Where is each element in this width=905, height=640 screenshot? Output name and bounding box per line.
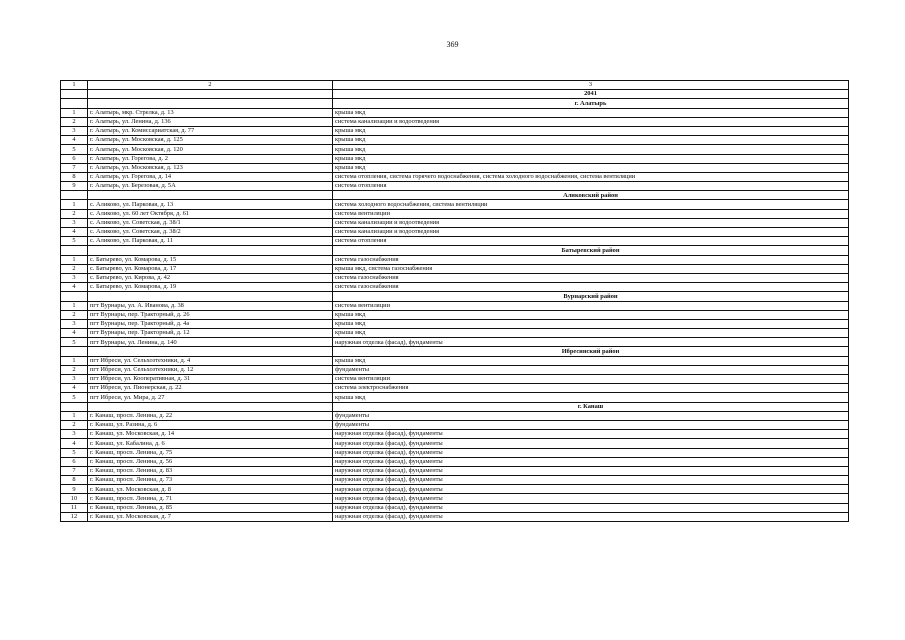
row-work-type: система электроснабжения (333, 384, 849, 393)
table-row (61, 329, 849, 338)
section-title: Батыревский район (333, 246, 849, 255)
row-number: 9 (61, 485, 88, 494)
row-work-type: наружная отделка (фасад), фундаменты (333, 448, 849, 457)
table-row (61, 430, 849, 439)
row-number: 10 (61, 494, 88, 503)
row-work-type: система отопления (333, 237, 849, 246)
row-work-type: крыша мкд (333, 136, 849, 145)
row-address: пгт Вурнары, ул. А. Иванова, д. 38 (88, 301, 333, 310)
row-address: с. Батырево, ул. Комарова, д. 19 (88, 283, 333, 292)
row-address: г. Канаш, ул. Разина, д. 6 (88, 420, 333, 429)
table-row (61, 457, 849, 466)
row-work-type: крыша мкд (333, 154, 849, 163)
row-work-type: наружная отделка (фасад), фундаменты (333, 503, 849, 512)
row-number: 1 (61, 255, 88, 264)
row-work-type: фундаменты (333, 411, 849, 420)
section-spacer (61, 191, 88, 200)
column-number-row (61, 81, 849, 90)
table-row (61, 384, 849, 393)
column-number-3: 3 (333, 81, 849, 90)
row-address: г. Алатырь, ул. Московская, д. 123 (88, 163, 333, 172)
row-number: 5 (61, 338, 88, 347)
table-row (61, 310, 849, 319)
row-work-type: система газоснабжения (333, 255, 849, 264)
row-number: 3 (61, 126, 88, 135)
table-row (61, 264, 849, 273)
row-work-type: крыша мкд (333, 356, 849, 365)
row-work-type: крыша мкд (333, 108, 849, 117)
row-number: 1 (61, 356, 88, 365)
table-row (61, 126, 849, 135)
table-row (61, 145, 849, 154)
table-row (61, 273, 849, 282)
section-spacer (61, 347, 88, 356)
table-row (61, 182, 849, 191)
row-address: г. Алатырь, ул. Горегова, д. 2 (88, 154, 333, 163)
row-number: 6 (61, 457, 88, 466)
table-row (61, 283, 849, 292)
table-row (61, 172, 849, 181)
row-work-type: система канализации и водоотведения (333, 117, 849, 126)
section-header-row (61, 347, 849, 356)
repair-schedule-table (60, 80, 849, 522)
row-work-type: система отопления (333, 182, 849, 191)
section-spacer (88, 191, 333, 200)
section-header-row (61, 99, 849, 108)
row-work-type: крыша мкд, система газоснабжения (333, 264, 849, 273)
row-address: с. Аликово, ул. Парковая, д. 13 (88, 200, 333, 209)
row-address: г. Алатырь, ул. Ленина, д. 136 (88, 117, 333, 126)
table-row (61, 356, 849, 365)
row-work-type: система газоснабжения (333, 273, 849, 282)
row-work-type: система канализации и водоотведения (333, 228, 849, 237)
table-row (61, 338, 849, 347)
table-row (61, 209, 849, 218)
row-number: 2 (61, 264, 88, 273)
table-row (61, 237, 849, 246)
row-number: 3 (61, 375, 88, 384)
row-number: 7 (61, 163, 88, 172)
row-address: г. Канаш, просп. Ленина, д. 56 (88, 457, 333, 466)
table-row (61, 163, 849, 172)
row-number: 1 (61, 301, 88, 310)
row-work-type: фундаменты (333, 365, 849, 374)
table-row (61, 365, 849, 374)
row-number: 3 (61, 218, 88, 227)
row-work-type: система вентиляции (333, 209, 849, 218)
row-address: г. Канаш, просп. Ленина, д. 83 (88, 466, 333, 475)
row-number: 5 (61, 237, 88, 246)
row-number: 4 (61, 384, 88, 393)
row-number: 2 (61, 310, 88, 319)
row-address: г. Канаш, просп. Ленина, д. 22 (88, 411, 333, 420)
row-number: 1 (61, 411, 88, 420)
row-work-type: система вентиляции (333, 375, 849, 384)
row-work-type: наружная отделка (фасад), фундаменты (333, 485, 849, 494)
row-address: с. Аликово, ул. Парковая, д. 11 (88, 237, 333, 246)
row-address: с. Аликово, ул. 60 лет Октября, д. 61 (88, 209, 333, 218)
row-number: 2 (61, 365, 88, 374)
row-work-type: наружная отделка (фасад), фундаменты (333, 494, 849, 503)
row-work-type: система отопления, система горячего водоснабжения, система холодного водоснабжения, система вентиляции (333, 172, 849, 181)
section-spacer (88, 99, 333, 108)
table-row (61, 117, 849, 126)
table-row (61, 136, 849, 145)
section-spacer (88, 246, 333, 255)
column-number-2: 2 (88, 81, 333, 90)
row-work-type: крыша мкд (333, 163, 849, 172)
section-spacer (88, 292, 333, 301)
table-row (61, 200, 849, 209)
row-address: г. Алатырь, ул. Комиссариатская, д. 77 (88, 126, 333, 135)
section-title: Ибресинский район (333, 347, 849, 356)
table-row (61, 503, 849, 512)
row-address: пгт Ибреси, ул. Сельхозтехники, д. 4 (88, 356, 333, 365)
table-body (61, 81, 849, 522)
row-work-type: система канализации и водоотведения (333, 218, 849, 227)
row-work-type: крыша мкд (333, 393, 849, 402)
table-row (61, 218, 849, 227)
table-row (61, 301, 849, 310)
column-number-1: 1 (61, 81, 88, 90)
row-work-type: система вентиляции (333, 301, 849, 310)
row-address: г. Алатырь, ул. Московская, д. 120 (88, 145, 333, 154)
row-address: г. Алатырь, ул. Московская, д. 125 (88, 136, 333, 145)
row-work-type: крыша мкд (333, 319, 849, 328)
row-work-type: наружная отделка (фасад), фундаменты (333, 457, 849, 466)
year-spacer-2 (88, 90, 333, 99)
row-address: пгт Ибреси, ул. Сельхозтехники, д. 12 (88, 365, 333, 374)
section-header-row (61, 191, 849, 200)
row-number: 3 (61, 319, 88, 328)
row-address: с. Батырево, ул. Комарова, д. 17 (88, 264, 333, 273)
row-work-type: крыша мкд (333, 329, 849, 338)
row-work-type: система холодного водоснабжения, система вентиляции (333, 200, 849, 209)
row-work-type: крыша мкд (333, 126, 849, 135)
table-row (61, 411, 849, 420)
table-row (61, 228, 849, 237)
row-number: 2 (61, 420, 88, 429)
row-address: пгт Ибреси, ул. Мира, д. 27 (88, 393, 333, 402)
row-number: 2 (61, 209, 88, 218)
row-number: 7 (61, 466, 88, 475)
row-address: пгт Вурнары, пер. Тракторный, д. 26 (88, 310, 333, 319)
table-row (61, 485, 849, 494)
row-number: 6 (61, 154, 88, 163)
row-address: с. Батырево, ул. Кирова, д. 42 (88, 273, 333, 282)
row-address: г. Канаш, просп. Ленина, д. 85 (88, 503, 333, 512)
section-title: г. Канаш (333, 402, 849, 411)
section-header-row (61, 292, 849, 301)
section-title: г. Алатырь (333, 99, 849, 108)
section-spacer (61, 402, 88, 411)
row-work-type: наружная отделка (фасад), фундаменты (333, 338, 849, 347)
table-row (61, 466, 849, 475)
row-number: 4 (61, 228, 88, 237)
row-address: пгт Вурнары, пер. Тракторный, д. 12 (88, 329, 333, 338)
year-row (61, 90, 849, 99)
table-row (61, 476, 849, 485)
row-number: 12 (61, 512, 88, 521)
row-work-type: крыша мкд (333, 310, 849, 319)
table-row (61, 494, 849, 503)
table-row (61, 108, 849, 117)
row-address: с. Аликово, ул. Советская, д. 38/2 (88, 228, 333, 237)
row-number: 9 (61, 182, 88, 191)
row-address: с. Батырево, ул. Комарова, д. 15 (88, 255, 333, 264)
row-number: 1 (61, 108, 88, 117)
section-spacer (61, 246, 88, 255)
row-work-type: фундаменты (333, 420, 849, 429)
row-work-type: крыша мкд (333, 145, 849, 154)
row-address: г. Алатырь, ул. Горегова, д. 14 (88, 172, 333, 181)
row-number: 8 (61, 172, 88, 181)
row-address: г. Канаш, просп. Ленина, д. 73 (88, 476, 333, 485)
section-title: Вурнарский район (333, 292, 849, 301)
row-number: 5 (61, 448, 88, 457)
section-spacer (88, 347, 333, 356)
page-number: 369 (446, 40, 459, 49)
row-number: 5 (61, 393, 88, 402)
row-number: 4 (61, 439, 88, 448)
row-number: 4 (61, 329, 88, 338)
table-row (61, 375, 849, 384)
table-row (61, 420, 849, 429)
table-row (61, 393, 849, 402)
row-work-type: система газоснабжения (333, 283, 849, 292)
row-address: г. Канаш, ул. Московская, д. 7 (88, 512, 333, 521)
row-work-type: наружная отделка (фасад), фундаменты (333, 430, 849, 439)
year-label: 2041 (333, 90, 849, 99)
table-row (61, 319, 849, 328)
row-number: 2 (61, 117, 88, 126)
row-number: 4 (61, 136, 88, 145)
row-number: 3 (61, 430, 88, 439)
row-address: г. Канаш, ул. Московская, д. 8 (88, 485, 333, 494)
row-address: г. Канаш, просп. Ленина, д. 75 (88, 448, 333, 457)
section-header-row (61, 402, 849, 411)
table-row (61, 448, 849, 457)
section-title: Аликовский район (333, 191, 849, 200)
row-work-type: наружная отделка (фасад), фундаменты (333, 439, 849, 448)
row-address: с. Аликово, ул. Советская, д. 38/1 (88, 218, 333, 227)
row-work-type: наружная отделка (фасад), фундаменты (333, 476, 849, 485)
row-number: 1 (61, 200, 88, 209)
table-row (61, 255, 849, 264)
row-address: пгт Вурнары, пер. Тракторный, д. 4а (88, 319, 333, 328)
row-number: 11 (61, 503, 88, 512)
table-row (61, 154, 849, 163)
row-number: 5 (61, 145, 88, 154)
row-address: г. Канаш, ул. Московская, д. 14 (88, 430, 333, 439)
year-spacer-1 (61, 90, 88, 99)
row-address: г. Канаш, просп. Ленина, д. 71 (88, 494, 333, 503)
row-address: пгт Ибреси, ул. Кооперативная, д. 31 (88, 375, 333, 384)
table-row (61, 512, 849, 521)
row-address: пгт Ибреси, ул. Пионерская, д. 22 (88, 384, 333, 393)
section-spacer (88, 402, 333, 411)
table-row (61, 439, 849, 448)
row-number: 8 (61, 476, 88, 485)
row-work-type: наружная отделка (фасад), фундаменты (333, 512, 849, 521)
row-address: г. Алатырь, ул. Березовая, д. 5А (88, 182, 333, 191)
row-address: пгт Вурнары, ул. Ленина, д. 140 (88, 338, 333, 347)
section-header-row (61, 246, 849, 255)
row-number: 3 (61, 273, 88, 282)
row-number: 4 (61, 283, 88, 292)
row-work-type: наружная отделка (фасад), фундаменты (333, 466, 849, 475)
section-spacer (61, 292, 88, 301)
row-address: г. Алатырь, мкр. Стрелка, д. 13 (88, 108, 333, 117)
section-spacer (61, 99, 88, 108)
row-address: г. Канаш, ул. Кабалина, д. 6 (88, 439, 333, 448)
